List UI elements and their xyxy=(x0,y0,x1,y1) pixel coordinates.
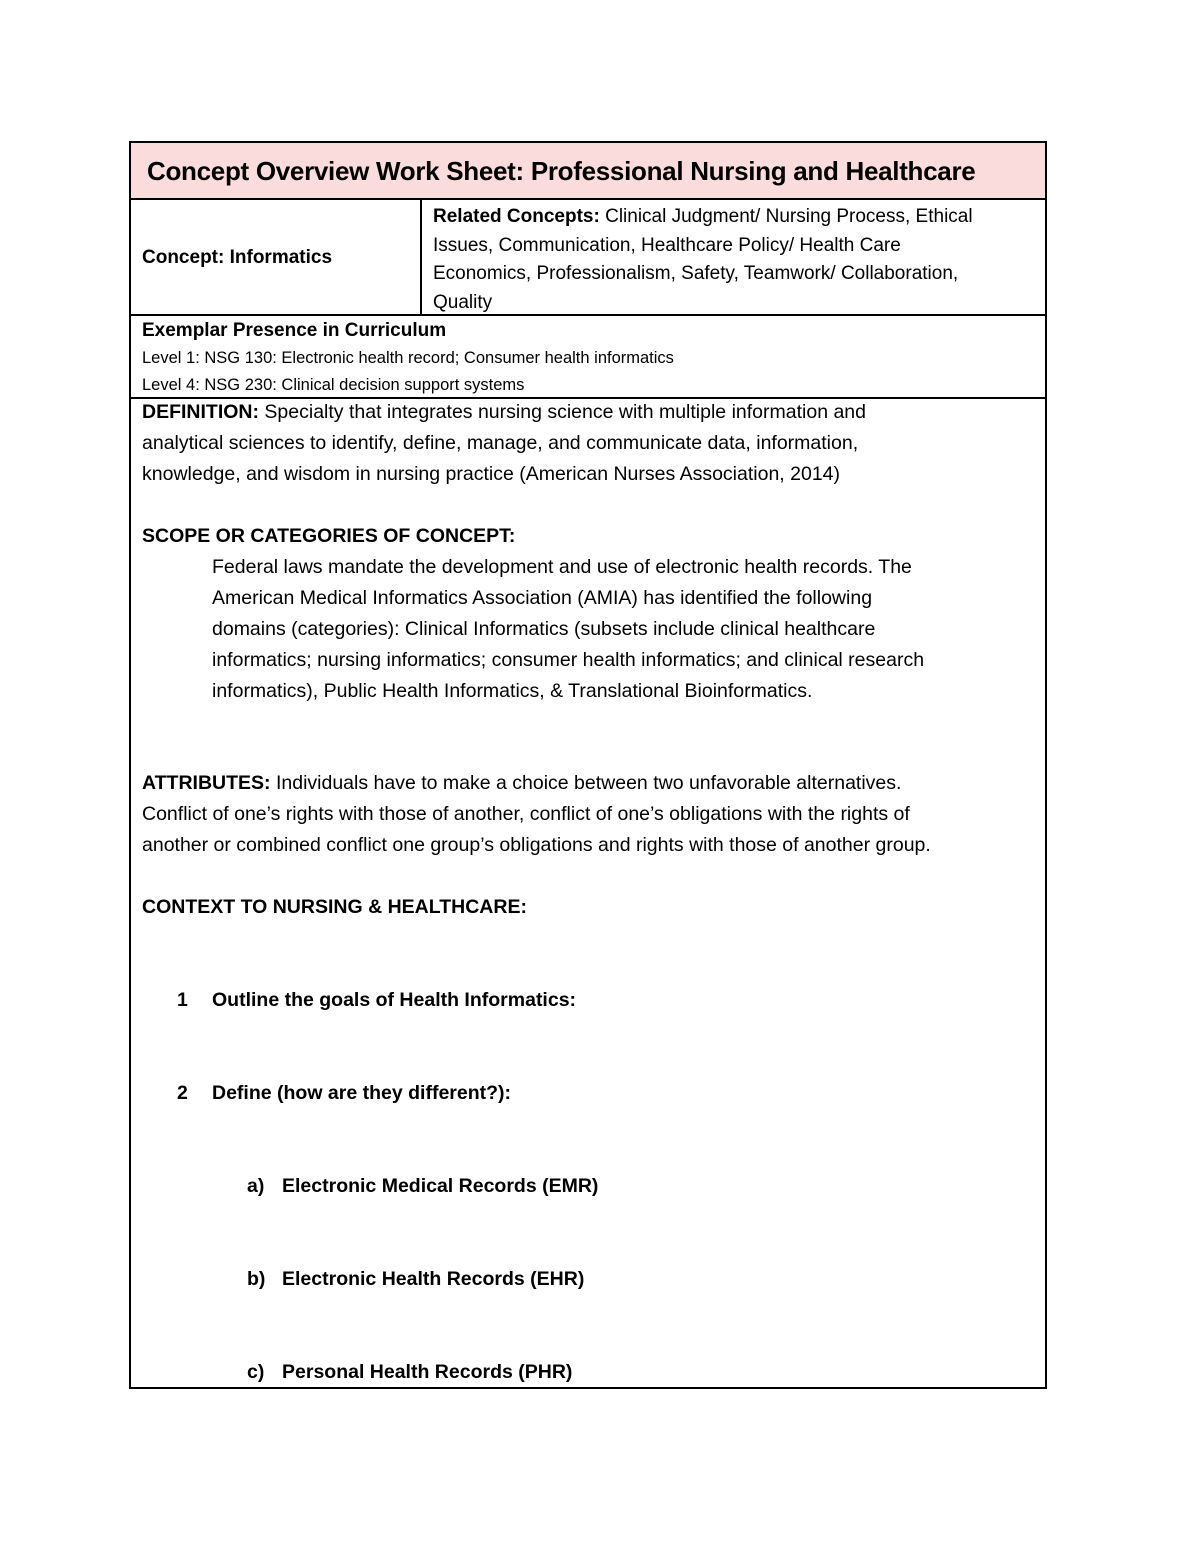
definition-line: analytical sciences to identify, define, manage, and communicate data, information, xyxy=(142,432,859,454)
scope-line: Federal laws mandate the development and use of electronic health records. The xyxy=(212,556,912,578)
question-text: Outline the goals of Health Informatics: xyxy=(212,989,577,1011)
subitem-letter: c) xyxy=(247,1361,265,1383)
exemplar-level-1: Level 1: NSG 130: Electronic health record; Consumer health informatics xyxy=(142,349,674,367)
definition-line: DEFINITION: Specialty that integrates nursing science with multiple information and xyxy=(142,401,866,423)
scope-line: informatics; nursing informatics; consumer health informatics; and clinical research xyxy=(212,649,925,671)
scope-line: American Medical Informatics Association (AMIA) has identified the following xyxy=(212,587,873,609)
exemplar-row xyxy=(131,316,1045,399)
question-number: 1 xyxy=(177,989,188,1011)
worksheet-body xyxy=(131,399,1045,1387)
attributes-line: another or combined conflict one group’s obligations and rights with those of another group. xyxy=(142,834,931,856)
related-concepts-line: Economics, Professionalism, Safety, Teamwork/ Collaboration, xyxy=(433,263,959,284)
scope-line: informatics), Public Health Informatics, & Translational Bioinformatics. xyxy=(212,680,813,702)
attributes-line: ATTRIBUTES: Individuals have to make a choice between two unfavorable alternatives. xyxy=(142,772,902,794)
concept-cell xyxy=(131,200,422,314)
definition-line: knowledge, and wisdom in nursing practice (American Nurses Association, 2014) xyxy=(142,463,841,485)
definition-label: DEFINITION: xyxy=(142,401,259,423)
concept-row xyxy=(131,200,1045,316)
worksheet-title: Concept Overview Work Sheet: Professional Nursing and Healthcare xyxy=(147,156,976,186)
subitem-text: Personal Health Records (PHR) xyxy=(282,1361,573,1383)
related-concepts-cell xyxy=(433,203,1033,317)
exemplar-level-4: Level 4: NSG 230: Clinical decision support systems xyxy=(142,376,525,394)
context-label: CONTEXT TO NURSING & HEALTHCARE: xyxy=(142,896,527,918)
related-concepts-line: Issues, Communication, Healthcare Policy/ Health Care xyxy=(433,234,901,256)
worksheet-table xyxy=(129,141,1047,1389)
scope-line: domains (categories): Clinical Informatics (subsets include clinical healthcare xyxy=(212,618,876,640)
exemplar-title: Exemplar Presence in Curriculum xyxy=(142,320,447,341)
title-row xyxy=(131,143,1045,200)
subitem-letter: a) xyxy=(247,1175,265,1197)
subitem-text: Electronic Health Records (EHR) xyxy=(282,1268,585,1290)
related-concepts-label: Related Concepts: xyxy=(433,206,600,227)
question-text: Define (how are they different?): xyxy=(212,1082,512,1104)
question-number: 2 xyxy=(177,1082,188,1104)
attributes-line: Conflict of one’s rights with those of another, conflict of one’s obligations with the rights of xyxy=(142,803,910,825)
scope-label: SCOPE OR CATEGORIES OF CONCEPT: xyxy=(142,525,516,547)
related-concepts-line: Quality xyxy=(433,291,493,313)
concept-label: Concept: Informatics xyxy=(142,247,333,268)
attributes-label: ATTRIBUTES: xyxy=(142,772,271,794)
subitem-text: Electronic Medical Records (EMR) xyxy=(282,1175,599,1197)
related-concepts-line: Related Concepts: Clinical Judgment/ Nursing Process, Ethical xyxy=(433,206,973,227)
subitem-letter: b) xyxy=(247,1268,266,1290)
